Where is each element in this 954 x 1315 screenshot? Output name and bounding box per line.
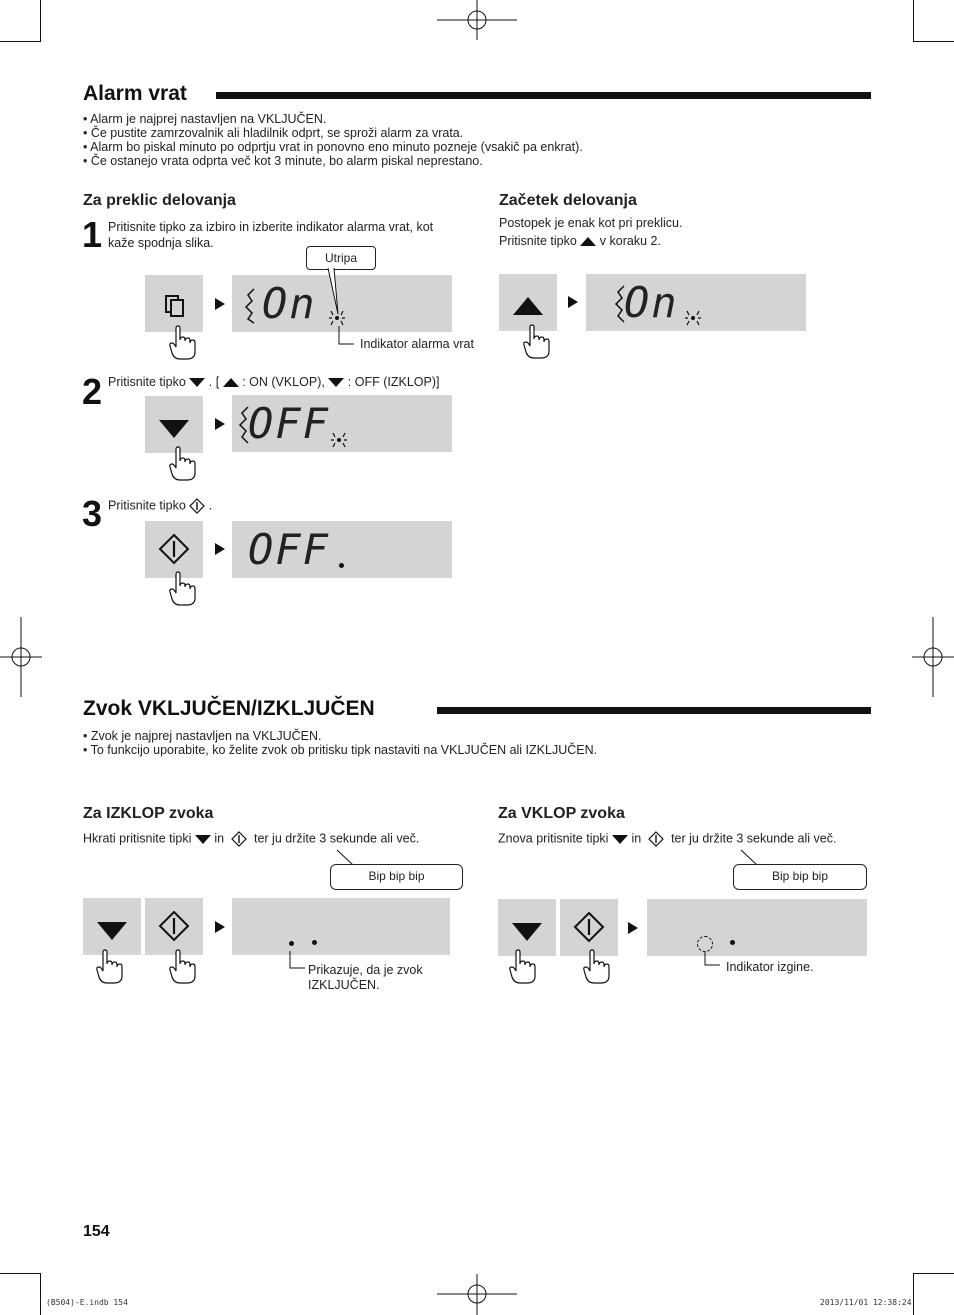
down-triangle-icon (97, 922, 127, 940)
arrow-right-icon (215, 921, 225, 933)
down-triangle-icon (612, 835, 628, 844)
page-number: 154 (83, 1223, 110, 1240)
power-button[interactable] (145, 898, 203, 955)
power-diamond-icon (145, 898, 203, 955)
door-alarm-indicator-icon (684, 307, 704, 327)
leader-line (338, 326, 358, 348)
hand-pointer-icon (582, 950, 612, 984)
text-in: in (631, 831, 642, 846)
hand-pointer-icon (168, 572, 198, 606)
sound-off-dot (289, 941, 294, 946)
hand-pointer-icon (168, 326, 198, 360)
power-diamond-icon (648, 831, 664, 847)
display-panel (647, 899, 867, 956)
display-panel (586, 274, 806, 331)
title-rule (216, 92, 871, 99)
down-triangle-icon (512, 923, 542, 941)
bullet: • Če ostanejo vrata odprta več kot 3 minute, bo alarm piskal neprestano. (83, 154, 483, 168)
alarm-section-title: Alarm vrat (83, 82, 187, 105)
down-button[interactable] (145, 396, 203, 453)
display-panel (232, 521, 452, 578)
arrow-right-icon (628, 922, 638, 934)
blink-callout: Utripa (306, 246, 376, 270)
display-panel (232, 395, 452, 452)
arrow-right-icon (215, 543, 225, 555)
sound-off-dot-faded (697, 936, 713, 952)
step2-mid: . [ (208, 375, 220, 389)
cancel-heading: Za preklic delovanja (83, 192, 236, 209)
display-text: OFF (248, 399, 330, 448)
display-text: On (262, 279, 317, 328)
alarm-bullets (83, 112, 583, 168)
arrow-right-icon (215, 298, 225, 310)
select-button[interactable] (145, 275, 203, 332)
up-triangle-icon (580, 237, 596, 246)
beep-callout: Bip bip bip (330, 864, 463, 890)
step3-text (108, 498, 212, 514)
door-alarm-indicator-icon (330, 429, 350, 449)
step3-suffix: . (208, 498, 213, 513)
text-prefix: Znova pritisnite tipki (498, 831, 609, 846)
step-number: 3 (82, 493, 103, 534)
step2-prefix: Pritisnite tipko (108, 375, 186, 389)
start-heading: Začetek delovanja (499, 192, 637, 209)
indicator-label: Indikator alarma vrat (360, 337, 474, 351)
power-diamond-icon (189, 498, 205, 514)
display-panel (232, 898, 450, 955)
bullet: • Alarm je najprej nastavljen na VKLJUČEN. (83, 112, 327, 126)
arrow-right-icon (215, 418, 225, 430)
sound-section-title: Zvok VKLJUČEN/IZKLJUČEN (83, 697, 375, 720)
step3-prefix: Pritisnite tipko (108, 498, 186, 513)
text-in: in (214, 831, 225, 846)
sound-off-heading: Za IZKLOP zvoka (83, 805, 214, 822)
text-suffix: ter ju držite 3 sekunde ali več. (671, 831, 837, 846)
footer-left: (B504)-E.indb 154 (46, 1298, 128, 1307)
power-diamond-icon (145, 521, 203, 578)
down-button[interactable] (498, 899, 556, 956)
power-button[interactable] (560, 899, 618, 956)
footer-right: 2013/11/01 12:38:24 (820, 1298, 912, 1307)
title-rule (437, 707, 871, 714)
power-diamond-icon (231, 831, 247, 847)
step-number: 1 (82, 214, 103, 255)
select-button-icon (145, 275, 203, 332)
down-button[interactable] (83, 898, 141, 955)
indicator-dot (339, 563, 344, 568)
display-text: OFF (248, 525, 330, 574)
bullet: • Če pustite zamrzovalnik ali hladilnik odprt, se sproži alarm za vrata. (83, 126, 464, 140)
hand-pointer-icon (95, 950, 125, 984)
start-line1: Postopek je enak kot pri preklicu. (499, 216, 683, 230)
down-triangle-icon (189, 378, 205, 387)
sound-on-text (498, 831, 836, 847)
power-diamond-icon (560, 899, 618, 956)
up-button[interactable] (499, 274, 557, 331)
down-triangle-icon (159, 420, 189, 438)
sound-off-note (308, 963, 423, 993)
beep-callout: Bip bip bip (733, 864, 867, 890)
text-suffix: ter ju držite 3 sekunde ali več. (253, 831, 420, 846)
hand-pointer-icon (168, 447, 198, 481)
note-line: Prikazuje, da je zvok (308, 963, 423, 977)
hand-pointer-icon (168, 950, 198, 984)
callout-pointer (320, 268, 350, 318)
sound-off-text (83, 831, 419, 847)
sound-on-heading: Za VKLOP zvoka (498, 805, 625, 822)
sound-on-note: Indikator izgine. (726, 960, 814, 974)
hand-pointer-icon (522, 325, 552, 359)
note-line: IZKLJUČEN. (308, 978, 380, 992)
step1-line: Pritisnite tipko za izbiro in izberite indikator alarma vrat, kot (108, 220, 434, 234)
bullet: • To funkcijo uporabite, ko želite zvok ob pritisku tipk nastaviti na VKLJUČEN ali IZKLJUČEN. (83, 743, 598, 757)
down-triangle-icon (195, 835, 211, 844)
step2-off: : OFF (IZKLOP)] (347, 375, 440, 389)
up-triangle-icon (513, 297, 543, 315)
sound-bullets (83, 729, 597, 757)
start-suffix: v koraku 2. (599, 234, 661, 248)
power-button[interactable] (145, 521, 203, 578)
text-prefix: Hkrati pritisnite tipki (83, 831, 192, 846)
start-line2 (499, 234, 661, 249)
indicator-dot (730, 940, 735, 945)
start-prefix: Pritisnite tipko (499, 234, 577, 248)
step2-on: : ON (VKLOP), (242, 375, 325, 389)
step-number: 2 (82, 371, 103, 412)
up-triangle-icon (223, 378, 239, 387)
leader-line (704, 951, 724, 969)
leader-line (289, 951, 309, 973)
step2-text (108, 375, 439, 390)
step1-line: kaže spodnja slika. (108, 236, 214, 250)
down-triangle-icon (328, 378, 344, 387)
hand-pointer-icon (508, 950, 538, 984)
indicator-dot (312, 940, 317, 945)
bullet: • Zvok je najprej nastavljen na VKLJUČEN. (83, 729, 322, 743)
bullet: • Alarm bo piskal minuto po odprtju vrat in ponovno eno minuto pozneje (vsakič pa enkrat). (83, 140, 583, 154)
step1-text (108, 219, 433, 251)
display-text: On (624, 278, 679, 327)
arrow-right-icon (568, 296, 578, 308)
